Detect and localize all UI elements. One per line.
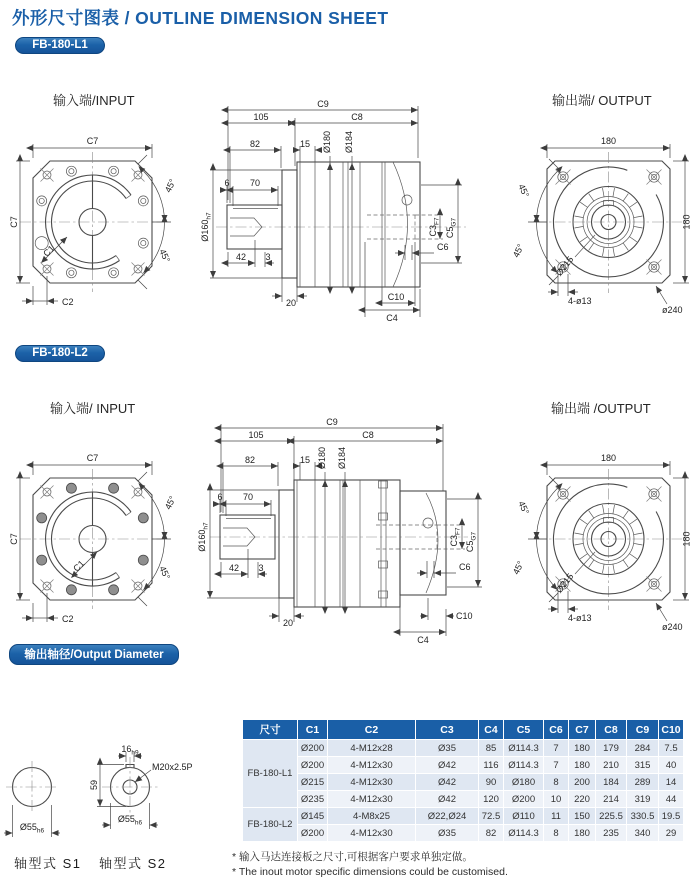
dim-c2: C2 xyxy=(62,614,74,624)
dim-45-top: 45° xyxy=(516,499,532,517)
dim-15: 15 xyxy=(299,455,311,465)
spec-cell: 116 xyxy=(479,757,504,774)
dim-70: 70 xyxy=(249,178,261,188)
spec-cell: 289 xyxy=(627,774,659,791)
dim-d55-s2: $Ø55_{h6}$ xyxy=(117,814,143,827)
model-group-cell: FB-180-L2 xyxy=(243,808,298,842)
dim-d240: ø240 xyxy=(662,305,683,315)
l1-output-drawing xyxy=(505,108,695,333)
spec-cell: 29 xyxy=(659,825,684,842)
spec-cell: Ø200 xyxy=(298,757,328,774)
table-row xyxy=(243,791,684,808)
dim-d180: Ø180 xyxy=(322,130,332,154)
model-badge-fb-180-l2: FB-180-L2 xyxy=(15,345,105,362)
dim-70: 70 xyxy=(242,492,254,502)
dim-3: 3 xyxy=(265,252,271,262)
spec-cell: Ø22,Ø24 xyxy=(416,808,479,825)
spec-cell: 184 xyxy=(596,774,627,791)
spec-cell: 4-M8x25 xyxy=(328,808,416,825)
dim-45-bottom: 45° xyxy=(510,242,526,260)
footnote-en: * The inout motor specific dimensions could be customised. xyxy=(232,865,508,878)
spec-cell: Ø200 xyxy=(504,791,544,808)
dim-20: 20 xyxy=(282,618,294,628)
dim-c6: C6 xyxy=(459,562,471,572)
spec-cell: 10 xyxy=(544,791,569,808)
spec-table-body xyxy=(243,740,684,842)
spec-table-head-row xyxy=(243,720,684,740)
spec-cell: 90 xyxy=(479,774,504,791)
column-header: C1 xyxy=(298,720,328,740)
spec-cell: 11 xyxy=(544,808,569,825)
dim-c5: $C5_{G7}$ xyxy=(465,531,478,553)
table-row xyxy=(243,774,684,791)
table-row xyxy=(243,740,684,757)
dim-180-right: 180 xyxy=(681,531,692,547)
l1-input-bolt-holes xyxy=(35,166,148,278)
dim-d55-s1: $Ø55_{h6}$ xyxy=(19,822,45,835)
spec-cell: 85 xyxy=(479,740,504,757)
dim-c10: C10 xyxy=(387,292,405,302)
spec-cell: 150 xyxy=(569,808,596,825)
dim-c7-left: C7 xyxy=(9,216,19,228)
dim-c8: C8 xyxy=(351,112,363,122)
spec-cell: 284 xyxy=(627,740,659,757)
l1-side-drawing xyxy=(200,90,480,325)
table-row xyxy=(243,808,684,825)
spec-cell: 225.5 xyxy=(596,808,627,825)
footnotes xyxy=(232,850,508,879)
dim-16h9: $16_{h9}$ xyxy=(121,744,139,757)
dim-4xd13: 4-ø13 xyxy=(568,296,592,306)
spec-cell: Ø42 xyxy=(416,774,479,791)
dim-59: 59 xyxy=(89,779,99,791)
spec-cell: 315 xyxy=(627,757,659,774)
shaft-type-s2-label: 轴型式 S2 xyxy=(99,856,167,871)
dim-c7-top: C7 xyxy=(86,136,99,146)
table-row xyxy=(243,757,684,774)
spec-cell: Ø180 xyxy=(504,774,544,791)
dim-c8: C8 xyxy=(362,430,374,440)
spec-cell: 220 xyxy=(569,791,596,808)
spec-cell: 4-M12x30 xyxy=(328,791,416,808)
spec-cell: 235 xyxy=(596,825,627,842)
dim-45-top: 45° xyxy=(516,182,532,200)
dim-c5: $C5_{G7}$ xyxy=(445,217,458,239)
dim-42: 42 xyxy=(228,563,240,573)
spec-cell: 210 xyxy=(596,757,627,774)
dim-c4: C4 xyxy=(417,635,429,645)
l1-input-flange-outline xyxy=(20,152,165,292)
spec-cell: Ø35 xyxy=(416,825,479,842)
dim-shaft-dia: $Ø160_{h7}$ xyxy=(200,212,213,242)
dim-d240: ø240 xyxy=(662,622,683,632)
dim-c6: C6 xyxy=(437,242,449,252)
spec-cell: Ø200 xyxy=(298,740,328,757)
column-header: C5 xyxy=(504,720,544,740)
dim-6: 6 xyxy=(224,178,230,188)
spec-cell: Ø114.3 xyxy=(504,825,544,842)
spec-cell: 4-M12x30 xyxy=(328,825,416,842)
spec-cell: Ø114.3 xyxy=(504,740,544,757)
spec-cell: 82 xyxy=(479,825,504,842)
dim-shaft-dia: $Ø160_{h7}$ xyxy=(197,522,210,552)
shaft-type-s1-label: 轴型式 S1 xyxy=(14,856,82,871)
spec-cell: Ø235 xyxy=(298,791,328,808)
spec-cell: 330.5 xyxy=(627,808,659,825)
spec-cell: Ø200 xyxy=(298,825,328,842)
spec-cell: 4-M12x30 xyxy=(328,774,416,791)
spec-cell: 14 xyxy=(659,774,684,791)
spec-cell: 72.5 xyxy=(479,808,504,825)
spec-cell: 44 xyxy=(659,791,684,808)
dim-105: 105 xyxy=(253,112,269,122)
dim-15: 15 xyxy=(299,139,311,149)
shaft-s2-drawing xyxy=(88,725,208,850)
column-header: C6 xyxy=(544,720,569,740)
spec-cell: 319 xyxy=(627,791,659,808)
l2-output-label: 输出端 /OUTPUT xyxy=(551,401,651,416)
spec-cell: 180 xyxy=(569,757,596,774)
model-group-cell: FB-180-L1 xyxy=(243,740,298,808)
model-badge-fb-180-l1: FB-180-L1 xyxy=(15,37,105,54)
dim-45-bottom: 45° xyxy=(510,559,526,577)
spec-cell: Ø145 xyxy=(298,808,328,825)
column-header: C3 xyxy=(416,720,479,740)
dim-c4: C4 xyxy=(386,313,398,323)
spec-table xyxy=(242,719,684,842)
spec-cell: 40 xyxy=(659,757,684,774)
l2-input-flange-outline xyxy=(20,469,165,609)
l2-side-dimensions xyxy=(197,417,482,645)
dim-c1: C1 xyxy=(71,558,87,574)
dim-82: 82 xyxy=(244,455,256,465)
page-title: 外形尺寸图表 / OUTLINE DIMENSION SHEET xyxy=(12,8,389,28)
l2-input-drawing xyxy=(10,425,200,650)
spec-cell: 7 xyxy=(544,740,569,757)
dim-c7-left: C7 xyxy=(9,533,19,545)
spec-cell: 120 xyxy=(479,791,504,808)
dim-180-top: 180 xyxy=(600,453,617,463)
l2-input-label: 输入端/ INPUT xyxy=(50,401,136,416)
dim-45-top: 45° xyxy=(162,177,178,195)
footnote-cn: * 输入马达连接板之尺寸,可根据客户要求单独定做。 xyxy=(232,851,473,863)
spec-cell: 4-M12x28 xyxy=(328,740,416,757)
l2-side-drawing xyxy=(198,408,483,648)
spec-cell: Ø114.3 xyxy=(504,757,544,774)
spec-cell: 179 xyxy=(596,740,627,757)
dim-c9: C9 xyxy=(326,417,338,427)
dim-45-bottom: 45° xyxy=(157,564,173,582)
spec-cell: Ø42 xyxy=(416,791,479,808)
dim-c3: $C3_{F7}$ xyxy=(449,527,462,547)
s2-shaft-section xyxy=(89,744,193,829)
spec-cell: 4-M12x30 xyxy=(328,757,416,774)
spec-cell: 19.5 xyxy=(659,808,684,825)
spec-cell: 8 xyxy=(544,825,569,842)
l1-input-label: 输入端/INPUT xyxy=(53,93,135,108)
dim-c1: C1 xyxy=(41,243,57,259)
dim-215: Ø215 xyxy=(553,254,576,278)
dim-6: 6 xyxy=(217,492,223,502)
dim-45-bottom: 45° xyxy=(157,247,173,265)
spec-cell: Ø35 xyxy=(416,740,479,757)
spec-cell: 7.5 xyxy=(659,740,684,757)
spec-cell: Ø215 xyxy=(298,774,328,791)
spec-cell: 180 xyxy=(569,740,596,757)
spec-cell: Ø42 xyxy=(416,757,479,774)
dim-180-top: 180 xyxy=(600,136,617,146)
column-header: C2 xyxy=(328,720,416,740)
column-header: C10 xyxy=(659,720,684,740)
dim-82: 82 xyxy=(249,139,261,149)
dim-c2: C2 xyxy=(62,297,74,307)
dim-c3: $C3_{F7}$ xyxy=(428,217,441,237)
output-diameter-badge: 输出轴径/Output Diameter xyxy=(9,644,179,665)
column-header: 尺寸 xyxy=(243,720,298,740)
column-header: C4 xyxy=(479,720,504,740)
dim-d184: Ø184 xyxy=(344,130,354,154)
spec-cell: Ø110 xyxy=(504,808,544,825)
dim-c7-top: C7 xyxy=(86,453,99,463)
dim-45-top: 45° xyxy=(162,494,178,512)
s1-shaft-section xyxy=(4,761,60,837)
spec-cell: 8 xyxy=(544,774,569,791)
dim-3: 3 xyxy=(258,563,264,573)
dim-d184: Ø184 xyxy=(337,446,347,470)
dim-42: 42 xyxy=(235,252,247,262)
spec-cell: 180 xyxy=(569,825,596,842)
spec-cell: 7 xyxy=(544,757,569,774)
column-header: C7 xyxy=(569,720,596,740)
l1-input-drawing xyxy=(10,108,200,333)
dim-215: Ø215 xyxy=(553,571,576,595)
dim-105: 105 xyxy=(248,430,264,440)
dim-4xd13: 4-ø13 xyxy=(568,613,592,623)
dim-c10: C10 xyxy=(456,611,473,621)
l1-side-dimensions xyxy=(200,99,462,323)
column-header: C9 xyxy=(627,720,659,740)
spec-cell: 200 xyxy=(569,774,596,791)
dim-m20-thread: M20x2.5P xyxy=(152,762,193,772)
l1-output-label: 输出端/ OUTPUT xyxy=(552,93,652,108)
dim-d180: Ø180 xyxy=(317,446,327,470)
l2-output-drawing xyxy=(505,425,695,650)
column-header: C8 xyxy=(596,720,627,740)
dim-20: 20 xyxy=(285,298,297,308)
table-row xyxy=(243,825,684,842)
spec-cell: 340 xyxy=(627,825,659,842)
spec-cell: 214 xyxy=(596,791,627,808)
dim-c9: C9 xyxy=(317,99,329,109)
dim-180-right: 180 xyxy=(681,214,692,230)
